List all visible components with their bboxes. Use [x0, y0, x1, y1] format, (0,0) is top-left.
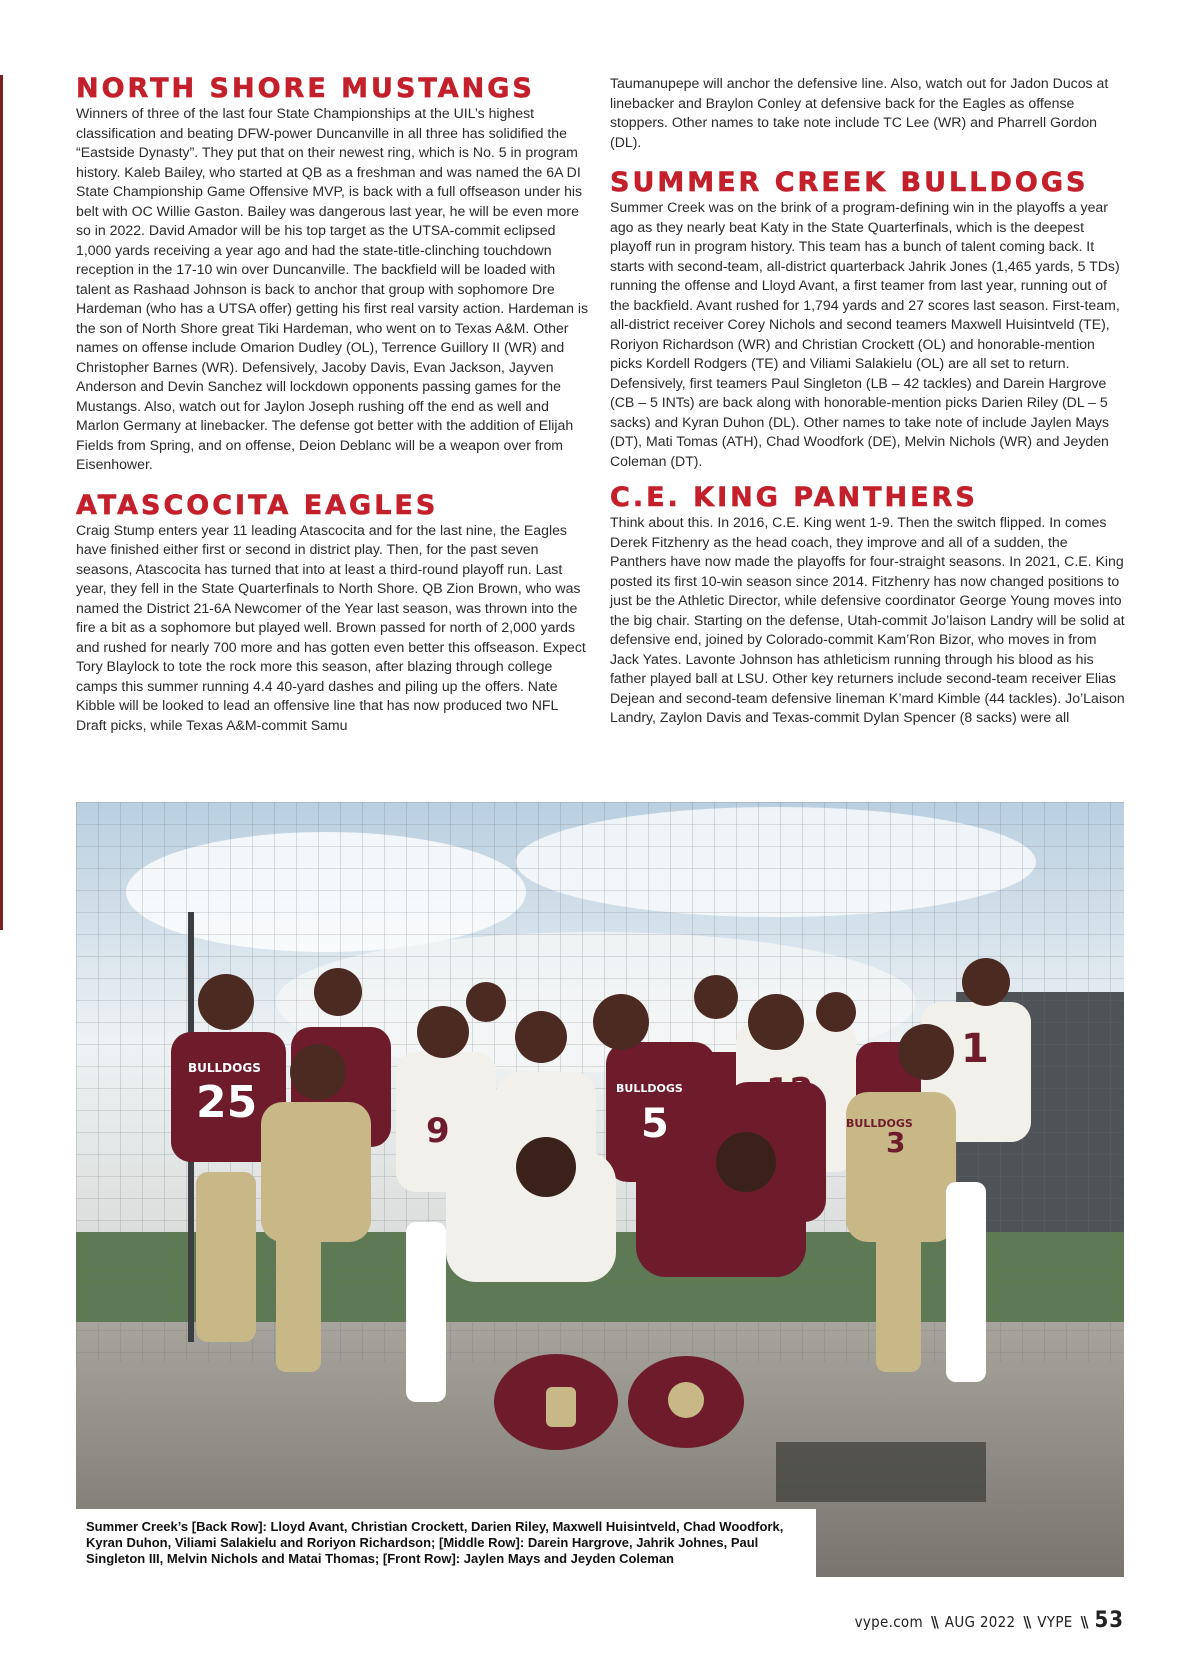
- footer-brand: VYPE: [1037, 1613, 1073, 1631]
- footer-site: vype.com: [854, 1613, 923, 1631]
- atascocita-body-continued: Taumanupepe will anchor the defensive line. Also, watch out for Jadon Ducos at linebacker and Braylon Conley at defensive back for the Eagles as offense stoppers. Other names to take note include TC Lee (WR) and Pharrell Gordon (DL).: [610, 75, 1109, 150]
- jersey-wordmark-3: BULLDOGS: [846, 1117, 913, 1130]
- footer-issue: AUG 2022: [944, 1613, 1016, 1631]
- jersey-number-12: 12: [766, 1071, 814, 1111]
- jersey-number-5: 5: [641, 1101, 669, 1147]
- team-photo: [76, 802, 1124, 1577]
- footer-separator: \\: [1080, 1613, 1087, 1631]
- team-photo-illustration: [76, 802, 1124, 1577]
- jersey-number-1: 1: [961, 1026, 989, 1072]
- jersey-number-3: 3: [886, 1126, 906, 1159]
- summer-creek-heading: SUMMER CREEK BULLDOGS: [610, 167, 1089, 198]
- photo-caption: Summer Creek’s [Back Row]: Lloyd Avant, Christian Crockett, Darien Riley, Maxwell Huisintveld, Chad Woodfork, Kyran Duhon, Viliami Salakielu and Roriyon Richardson; [Middle Row]: Darein Hargrove, Jahrik Johnes, Paul Singleton III, Melvin Nichols and Matai Thomas; [Front Row]: Jaylen Mays and Jeyden Coleman: [76, 1509, 816, 1577]
- page-number: 53: [1094, 1608, 1124, 1633]
- jersey-number-25: 25: [196, 1077, 258, 1128]
- footer-separator: \\: [930, 1613, 937, 1631]
- north-shore-body: Winners of three of the last four State Championships at the UIL’s highest classification and beating DFW-power Duncanville in all three has solidified the “Eastside Dynasty”. They put that on their newest ring, which is No. 5 in program history. Kaleb Bailey, who started at QB as a freshman and was named the 6A DI State Championship Game Offensive MVP, is back with a full offseason under his belt with OC Willie Gaston. Bailey was dangerous last year, he will be even more so in 2022. David Amador will be his top target as the UTSA-commit eclipsed 1,000 yards receiving a year ago and had the state-title-clinching touchdown reception in the 17-10 win over Duncanville. The backfield will be loaded with talent as Rashaad Johnson is back to anchor that group with sophomore Dre Hardeman (who has a UTSA offer) getting his first real varsity action. Hardeman is the son of North Shore great Tiki Hardeman, who went on to Texas A&M. Other names on offense include Omarion Dudley (OL), Terrence Guillory II (WR) and Christopher Barnes (WR). Defensively, Jacoby Davis, Evan Jackson, Jayven Anderson and Devin Sanchez will lockdown opponents passing games for the Mustangs. Also, watch out for Jaylon Joseph rushing off the end as well and Marlon Germany at linebacker. The defense got better with the addition of Elijah Fields from Spring, and on offense, Deion Deblanc will be a weapon over from Eisenhower.: [76, 105, 589, 472]
- right-column: [610, 74, 1125, 728]
- north-shore-heading: NORTH SHORE MUSTANGS: [76, 73, 535, 104]
- left-column: [76, 74, 591, 735]
- jersey-number-9: 9: [426, 1111, 450, 1151]
- jersey-wordmark-2: BULLDOGS: [616, 1082, 683, 1095]
- footer-separator: \\: [1023, 1613, 1030, 1631]
- ce-king-heading: C.E. KING PANTHERS: [610, 482, 978, 513]
- page-edge-accent: [0, 75, 3, 930]
- jersey-wordmark: BULLDOGS: [188, 1061, 261, 1075]
- atascocita-heading: ATASCOCITA EAGLES: [76, 489, 439, 521]
- atascocita-body: Craig Stump enters year 11 leading Atascocita and for the last nine, the Eagles have finished either first or second in district play. Then, for the past seven seasons, Atascocita has turned that into at least a third-round playoff run. Last year, they fell in the State Quarterfinals to North Shore. QB Zion Brown, who was named the District 21-6A Newcomer of the Year last season, was thrown into the fire a bit as a sophomore but played well. Brown passed for north of 2,000 yards and rushed for nearly 700 more and has gotten even better this offseason. Expect Tory Blaylock to tote the rock more this season, after blazing through college camps this summer running 4.4 40-yard dashes and piling up the offers. Nate Kibble will be looked to lead an offensive line that has now produced two NFL Draft picks, while Texas A&M-commit Samu: [76, 521, 586, 733]
- summer-creek-body: Summer Creek was on the brink of a program-defining win in the playoffs a year ago as they nearly beat Katy in the State Quarterfinals, which is the deepest playoff run in program history. This team has a bunch of talent coming back. It starts with second-team, all-district quarterback Jahrik Jones (1,465 yards, 5 TDs) running the offense and Lloyd Avant, a first teamer from last year, running out of the backfield. Avant rushed for 1,794 yards and 27 scores last season. First-team, all-district receiver Corey Nichols and second teamers Maxwell Huisintveld (TE), Roriyon Richardson (WR) and Christian Crockett (OL) and honorable-mention picks Kordell Rodgers (TE) and Viliami Salakielu (OL) are all set to return. Defensively, first teamers Paul Singleton (LB – 42 tackles) and Darein Hargrove (CB – 5 INTs) are back along with honorable-mention picks Darien Riley (DL – 5 sacks) and Kyran Duhon (DL). Other names to take note of include Jaylen Mays (DT), Mati Tomas (ATH), Chad Woodfork (DE), Melvin Nichols (WR) and Jeyden Coleman (DT).: [610, 199, 1120, 469]
- ce-king-body: Think about this. In 2016, C.E. King went 1-9. Then the switch flipped. In comes Derek Fitzhenry as the head coach, they improve and all of a sudden, the Panthers have now made the playoffs for four-straight seasons. In 2021, C.E. King posted its first 10-win season since 2014. Fitzhenry has now changed positions to just be the Athletic Director, while defensive coordinator George Young moves into the big chair. Starting on the defense, Utah-commit Jo’laison Landry will be solid at defensive end, joined by Colorado-commit Kam’Ron Bizor, who moves in from Jack Yates. Lavonte Johnson has athleticism running through his blood as his father played ball at LSU. Other key returners include second-team receiver Elias Dejean and second-team defensive lineman K’mard Kimble (44 tackles). Jo’Laison Landry, Zaylon Davis and Texas-commit Dylan Spencer (8 sacks) were all: [610, 514, 1125, 725]
- page-footer: [855, 1608, 1124, 1633]
